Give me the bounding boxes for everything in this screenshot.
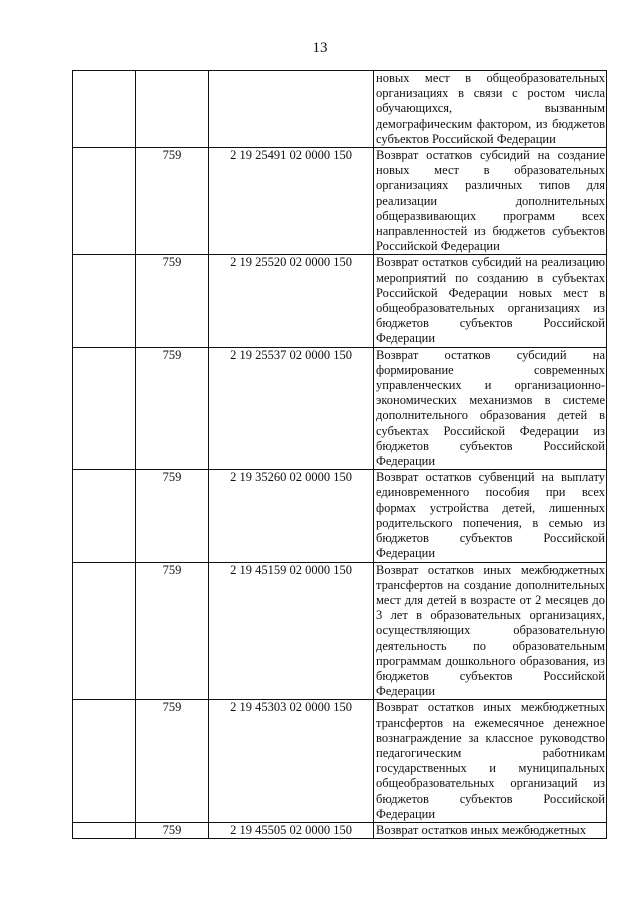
empty-cell: [73, 347, 136, 470]
description-cell: Возврат остатков иных межбюджетных: [374, 822, 607, 838]
page-number: 13: [312, 40, 328, 56]
admin-code-cell: 759: [136, 347, 209, 470]
table-row: [73, 347, 607, 470]
budget-code-cell: 2 19 25537 02 0000 150: [209, 347, 374, 470]
budget-code-cell: 2 19 45303 02 0000 150: [209, 700, 374, 823]
empty-cell: [73, 255, 136, 347]
description-cell: Возврат остатков иных межбюджетных трансфертов на создание дополнительных мест для детей в возрасте от 2 месяцев до 3 лет в образовательных организациях, осуществляющих образовательную деятельность по образовательным программам дошкольного образования, из бюджетов субъектов Российской Федерации: [374, 562, 607, 700]
budget-code-cell: 2 19 35260 02 0000 150: [209, 470, 374, 562]
empty-cell: [73, 700, 136, 823]
table-row: [73, 822, 607, 838]
empty-cell: [73, 562, 136, 700]
budget-code-cell: 2 19 25520 02 0000 150: [209, 255, 374, 347]
budget-classification-table: [72, 70, 607, 839]
admin-code-cell: [136, 71, 209, 148]
description-cell: новых мест в общеобразовательных организациях в связи с ростом числа обучающихся, вызванным демографическим фактором, из бюджетов субъектов Российской Федерации: [374, 71, 607, 148]
description-cell: Возврат остатков субвенций на выплату единовременного пособия при всех формах устройства детей, лишенных родительского попечения, в семью из бюджетов субъектов Российской Федерации: [374, 470, 607, 562]
admin-code-cell: 759: [136, 470, 209, 562]
table-row: [73, 255, 607, 347]
admin-code-cell: 759: [136, 148, 209, 255]
description-cell: Возврат остатков иных межбюджетных трансфертов на ежемесячное денежное вознаграждение за классное руководство педагогическим работникам государственных и муниципальных общеобразовательных организаций из бюджетов субъектов Российской Федерации: [374, 700, 607, 823]
budget-code-cell: 2 19 45505 02 0000 150: [209, 822, 374, 838]
table-row: [73, 470, 607, 562]
budget-code-cell: 2 19 25491 02 0000 150: [209, 148, 374, 255]
admin-code-cell: 759: [136, 700, 209, 823]
admin-code-cell: 759: [136, 562, 209, 700]
budget-code-cell: 2 19 45159 02 0000 150: [209, 562, 374, 700]
empty-cell: [73, 148, 136, 255]
description-cell: Возврат остатков субсидий на создание новых мест в образовательных организациях различных типов для реализации дополнительных общеразвивающих программ всех направленностей из бюджетов субъектов Российской Федерации: [374, 148, 607, 255]
table-row: [73, 562, 607, 700]
table-row: [73, 700, 607, 823]
budget-code-cell: [209, 71, 374, 148]
table-row: [73, 148, 607, 255]
description-cell: Возврат остатков субсидий на реализацию мероприятий по созданию в субъектах Российской Федерации новых мест в общеобразовательных организациях из бюджетов субъектов Российской Федерации: [374, 255, 607, 347]
admin-code-cell: 759: [136, 822, 209, 838]
admin-code-cell: 759: [136, 255, 209, 347]
table-row: [73, 71, 607, 148]
description-cell: Возврат остатков субсидий на формирование современных управленческих и организационно-экономических механизмов в системе дополнительного образования детей в субъектах Российской Федерации из бюджетов субъектов Российской Федерации: [374, 347, 607, 470]
empty-cell: [73, 822, 136, 838]
empty-cell: [73, 470, 136, 562]
empty-cell: [73, 71, 136, 148]
